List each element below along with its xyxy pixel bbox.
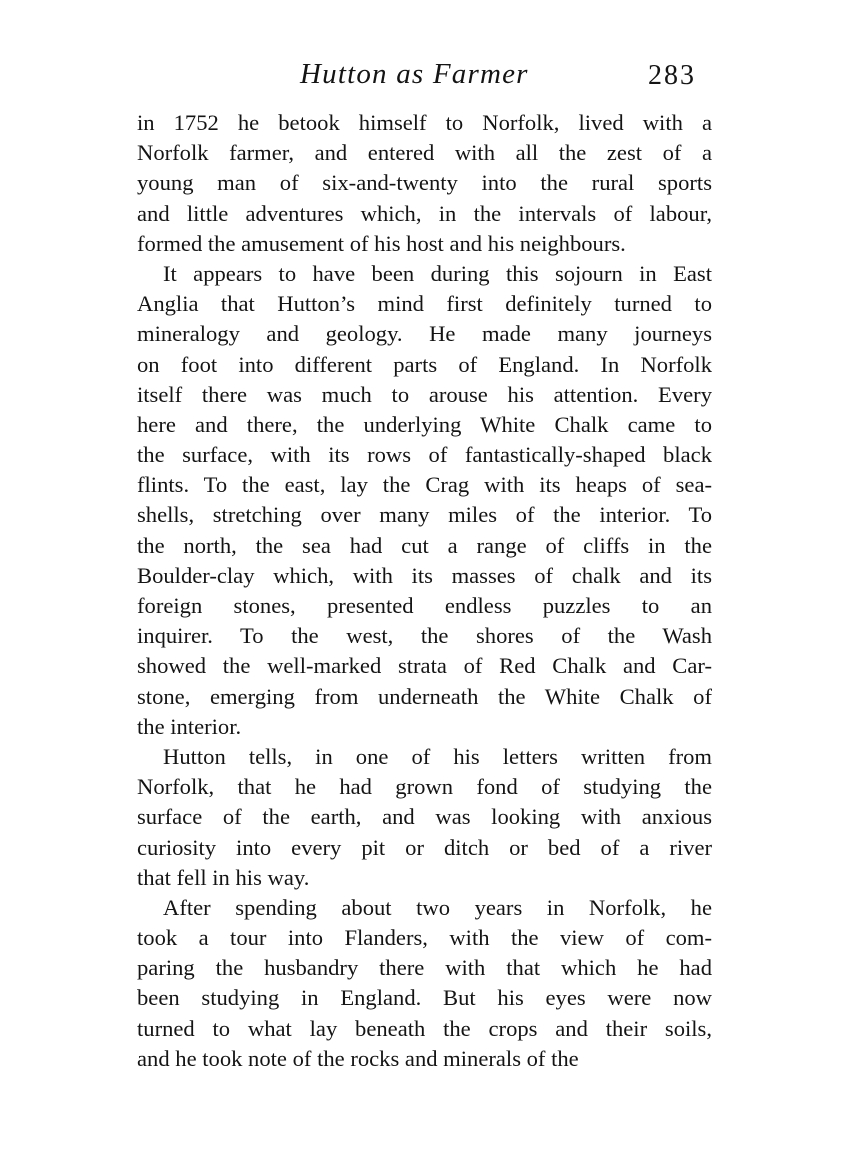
paragraph [137, 259, 712, 742]
running-title: Hutton as Farmer [300, 58, 529, 90]
text-line: It appears to have been during this sojourn in East [163, 260, 712, 286]
text-line: paring the husbandry there with that which he had [137, 955, 712, 981]
text-line: the interior. [137, 713, 242, 739]
text-line: been studying in England. But his eyes were now [137, 985, 712, 1011]
text-line: showed the well-marked strata of Red Chalk and Car- [137, 653, 712, 679]
text-line: After spending about two years in Norfolk, he [163, 894, 712, 920]
text-line: formed the amusement of his host and his neighbours. [137, 230, 626, 256]
text-line: stone, emerging from underneath the White Chalk of [137, 683, 712, 709]
text-line: foreign stones, presented endless puzzles to an [137, 593, 712, 618]
text-line: the north, the sea had cut a range of cliffs in the [137, 532, 712, 558]
text-line: inquirer. To the west, the shores of the Wash [137, 623, 712, 649]
text-line: Norfolk farmer, and entered with all the zest of a [137, 140, 712, 166]
text-line: surface of the earth, and was looking with anxious [137, 804, 712, 830]
body-text [137, 108, 712, 1074]
text-line: young man of six-and-twenty into the rural sports [137, 170, 712, 196]
text-line: took a tour into Flanders, with the view of com- [137, 925, 712, 951]
text-line: the surface, with its rows of fantastically-shaped black [137, 442, 712, 468]
text-line: in 1752 he betook himself to Norfolk, lived with a [137, 110, 712, 135]
text-line: curiosity into every pit or ditch or bed of a river [137, 834, 712, 860]
text-line: Norfolk, that he had grown fond of studying the [137, 774, 712, 800]
text-line: itself there was much to arouse his attention. Every [137, 381, 712, 407]
paragraph [137, 742, 712, 893]
text-line: here and there, the underlying White Chalk came to [137, 411, 712, 437]
text-line: Hutton tells, in one of his letters written from [163, 743, 712, 769]
text-line: and little adventures which, in the intervals of labour, [137, 200, 712, 226]
text-line: turned to what lay beneath the crops and their soils, [137, 1015, 712, 1041]
text-line: Anglia that Hutton’s mind first definitely turned to [137, 291, 712, 317]
text-line: and he took note of the rocks and minerals of the [137, 1045, 579, 1071]
text-line: mineralogy and geology. He made many journeys [137, 321, 712, 347]
running-head [0, 58, 850, 98]
paragraph [137, 893, 712, 1074]
page-number: 283 [648, 60, 696, 91]
text-line: flints. To the east, lay the Crag with its heaps of sea- [137, 472, 712, 498]
text-line: Boulder-clay which, with its masses of chalk and its [137, 562, 712, 588]
paragraph [137, 108, 712, 259]
text-line: on foot into different parts of England. In Norfolk [137, 351, 712, 377]
text-line: that fell in his way. [137, 864, 310, 890]
text-line: shells, stretching over many miles of the interior. To [137, 502, 712, 528]
